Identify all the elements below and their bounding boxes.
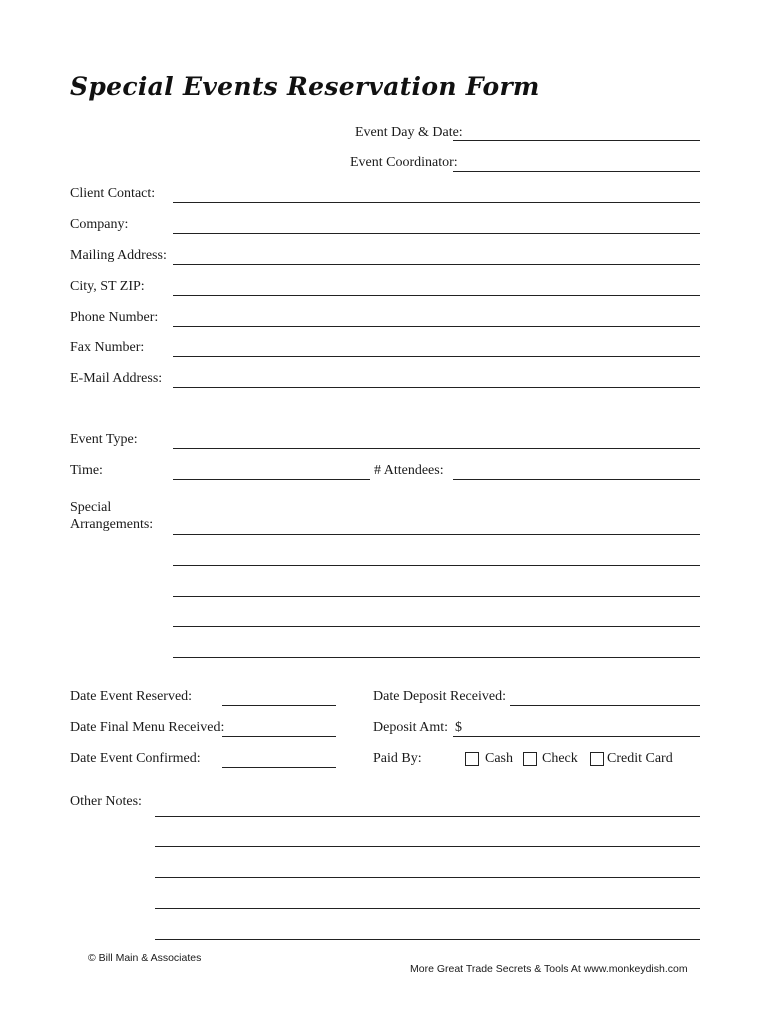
special-arrangements-line[interactable] <box>173 626 700 627</box>
other-notes-line[interactable] <box>155 939 700 940</box>
deposit-amt-field[interactable] <box>453 736 700 737</box>
special-arrangements-line[interactable] <box>173 657 700 658</box>
time-label: Time: <box>70 463 103 478</box>
event-day-date-field[interactable] <box>453 140 700 141</box>
city-st-zip-field[interactable] <box>173 295 700 296</box>
special-arrangements-line[interactable] <box>173 596 700 597</box>
company-field[interactable] <box>173 233 700 234</box>
phone-number-field[interactable] <box>173 326 700 327</box>
deposit-amt-label: Deposit Amt: <box>373 720 449 735</box>
credit-card-label: Credit Card <box>607 751 673 766</box>
special-arrangements-line[interactable] <box>173 565 700 566</box>
attendees-label: # Attendees: <box>374 463 444 478</box>
form-title: Special Events Reservation Form <box>70 72 540 101</box>
date-event-confirmed-field[interactable] <box>222 767 336 768</box>
time-field[interactable] <box>173 479 370 480</box>
city-st-zip-label: City, ST ZIP: <box>70 279 145 294</box>
other-notes-line[interactable] <box>155 908 700 909</box>
other-notes-label: Other Notes: <box>70 794 142 809</box>
fax-number-field[interactable] <box>173 356 700 357</box>
cash-checkbox[interactable] <box>465 752 479 766</box>
special-label-line2: Arrangements: <box>70 517 154 532</box>
special-arrangements-line[interactable] <box>173 534 700 535</box>
date-deposit-received-field[interactable] <box>510 705 700 706</box>
phone-number-label: Phone Number: <box>70 310 159 325</box>
date-event-confirmed-label: Date Event Confirmed: <box>70 751 201 766</box>
event-coordinator-label: Event Coordinator: <box>350 155 458 170</box>
event-type-label: Event Type: <box>70 432 138 447</box>
other-notes-line[interactable] <box>155 877 700 878</box>
mailing-address-label: Mailing Address: <box>70 248 167 263</box>
date-event-reserved-label: Date Event Reserved: <box>70 689 193 704</box>
event-day-date-label: Event Day & Date: <box>355 125 463 140</box>
date-final-menu-received-field[interactable] <box>222 736 336 737</box>
cash-label: Cash <box>485 751 513 766</box>
other-notes-line[interactable] <box>155 816 700 817</box>
client-contact-label: Client Contact: <box>70 186 156 201</box>
date-deposit-received-label: Date Deposit Received: <box>373 689 506 704</box>
event-type-field[interactable] <box>173 448 700 449</box>
fax-number-label: Fax Number: <box>70 340 145 355</box>
event-coordinator-field[interactable] <box>453 171 700 172</box>
dollar-sign: $ <box>455 720 462 735</box>
email-address-field[interactable] <box>173 387 700 388</box>
promo-text: More Great Trade Secrets & Tools At www.monkeydish.com <box>410 963 688 975</box>
check-checkbox[interactable] <box>523 752 537 766</box>
date-final-menu-received-label: Date Final Menu Received: <box>70 720 225 735</box>
email-address-label: E-Mail Address: <box>70 371 163 386</box>
copyright-text: © Bill Main & Associates <box>88 952 202 964</box>
company-label: Company: <box>70 217 129 232</box>
special-label-line1: Special <box>70 500 112 515</box>
mailing-address-field[interactable] <box>173 264 700 265</box>
credit-card-checkbox[interactable] <box>590 752 604 766</box>
client-contact-field[interactable] <box>173 202 700 203</box>
paid-by-label: Paid By: <box>373 751 422 766</box>
other-notes-line[interactable] <box>155 846 700 847</box>
date-event-reserved-field[interactable] <box>222 705 336 706</box>
check-label: Check <box>542 751 578 766</box>
attendees-field[interactable] <box>453 479 700 480</box>
